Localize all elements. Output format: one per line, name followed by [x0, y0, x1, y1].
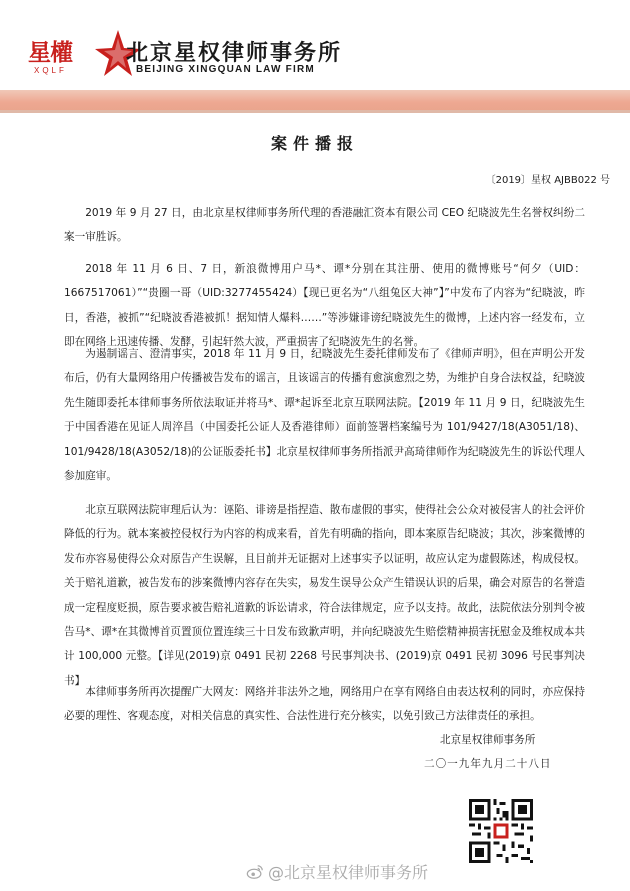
watermark-text: @北京星权律师事务所	[268, 863, 429, 882]
firm-name-cn: 北京星权律师事务所	[126, 40, 343, 66]
header-band	[0, 90, 630, 112]
document-title: 案件播报	[270, 134, 359, 153]
signature-date: 二〇一九年九月二十八日	[424, 758, 552, 770]
logo-cn-text: 星權	[28, 40, 72, 66]
document-number: 〔2019〕星权 AJBB022 号	[485, 175, 610, 186]
header-divider	[0, 110, 630, 113]
paragraph-3: 为遏制谣言、澄清事实，2018 年 11 月 9 日，纪晓波先生委托律师发布了《律师声明》，但在声明公开发布后，仍有大量网络用户传播被告发布的谣言，且该谣言的传播有愈演愈烈之势，为维护自身合法权益，纪晓波先生随即委托本律师事务所依法取证并将马*、谭*起诉至北京互联网法院。【2019 年 11 月 9 日，纪晓波先生于中国香港在见证人周淬昌（中国委托公证人及香港律师）面前签署档案编号为 101/9427/18(A3051/18)、101/9428/18(A3052/18)的公证版委托书】北京星权律师事务所指派尹高琦律师作为纪晓波先生的诉讼代理人参加庭审。	[64, 348, 585, 483]
qr-code-icon[interactable]	[469, 799, 533, 863]
letterhead	[0, 0, 630, 92]
logo-en-text: XQLF	[34, 66, 67, 75]
paragraph-5: 本律师事务所再次提醒广大网友：网络并非法外之地，网络用户在享有网络自由表达权利的同时，亦应保持必要的理性、客观态度，对相关信息的真实性、合法性进行充分核实，以免引致己方法律责任的承担。	[64, 686, 585, 723]
paragraph-2: 2018 年 11 月 6 日、7 日，新浪微博用户马*、谭*分别在其注册、使用的微博账号“何夕（UID：1667517061）”“贵圈一哥（UID:3277455424）【现已更名为“八组兔区大神”】”中发布了内容为“纪晓波，昨日，香港，被抓”“纪晓波香港被抓！据知情人爆料……”等涉嫌诽谤纪晓波先生的微博，上述内容一经发布，立即在网络上迅速传播、发酵，引起轩然大波，严重损害了纪晓波先生的名誉。	[64, 263, 585, 349]
weibo-watermark	[246, 860, 428, 883]
weibo-icon	[246, 863, 264, 881]
paragraph-1: 2019 年 9 月 27 日，由北京星权律师事务所代理的香港融汇资本有限公司 CEO 纪晓波先生名誉权纠纷二案一审胜诉。	[64, 207, 585, 244]
firm-name-en: BEIJING XINGQUAN LAW FIRM	[136, 64, 315, 75]
signature-firm: 北京星权律师事务所	[440, 734, 536, 746]
paragraph-4: 北京互联网法院审理后认为：诬陷、诽谤是指捏造、散布虚假的事实，使得社会公众对被侵害人的社会评价降低的行为。就本案被控侵权行为内容的构成来看，首先有明确的指向，即本案原告纪晓波；其次，涉案微博的发布亦容易使得公众对原告产生误解，且目前并无证据对上述事实予以证明，故应认定为虚假陈述，构成侵权。关于赔礼道歉，被告发布的涉案微博内容存在失实，易发生误导公众产生错误认识的后果，确会对原告的名誉造成一定程度贬损，原告要求被告赔礼道歉的诉讼请求，符合法律规定，应予以支持。故此，法院依法分别判令被告马*、谭*在其微博首页置顶位置连续三十日发布致歉声明，并向纪晓波先生赔偿精神损害抚慰金及维权成本共计 100,000 元整。【详见(2019)京 0491 民初 2268 号民事判决书、(2019)京 0491 民初 3096 号民事判决书】	[64, 504, 585, 687]
